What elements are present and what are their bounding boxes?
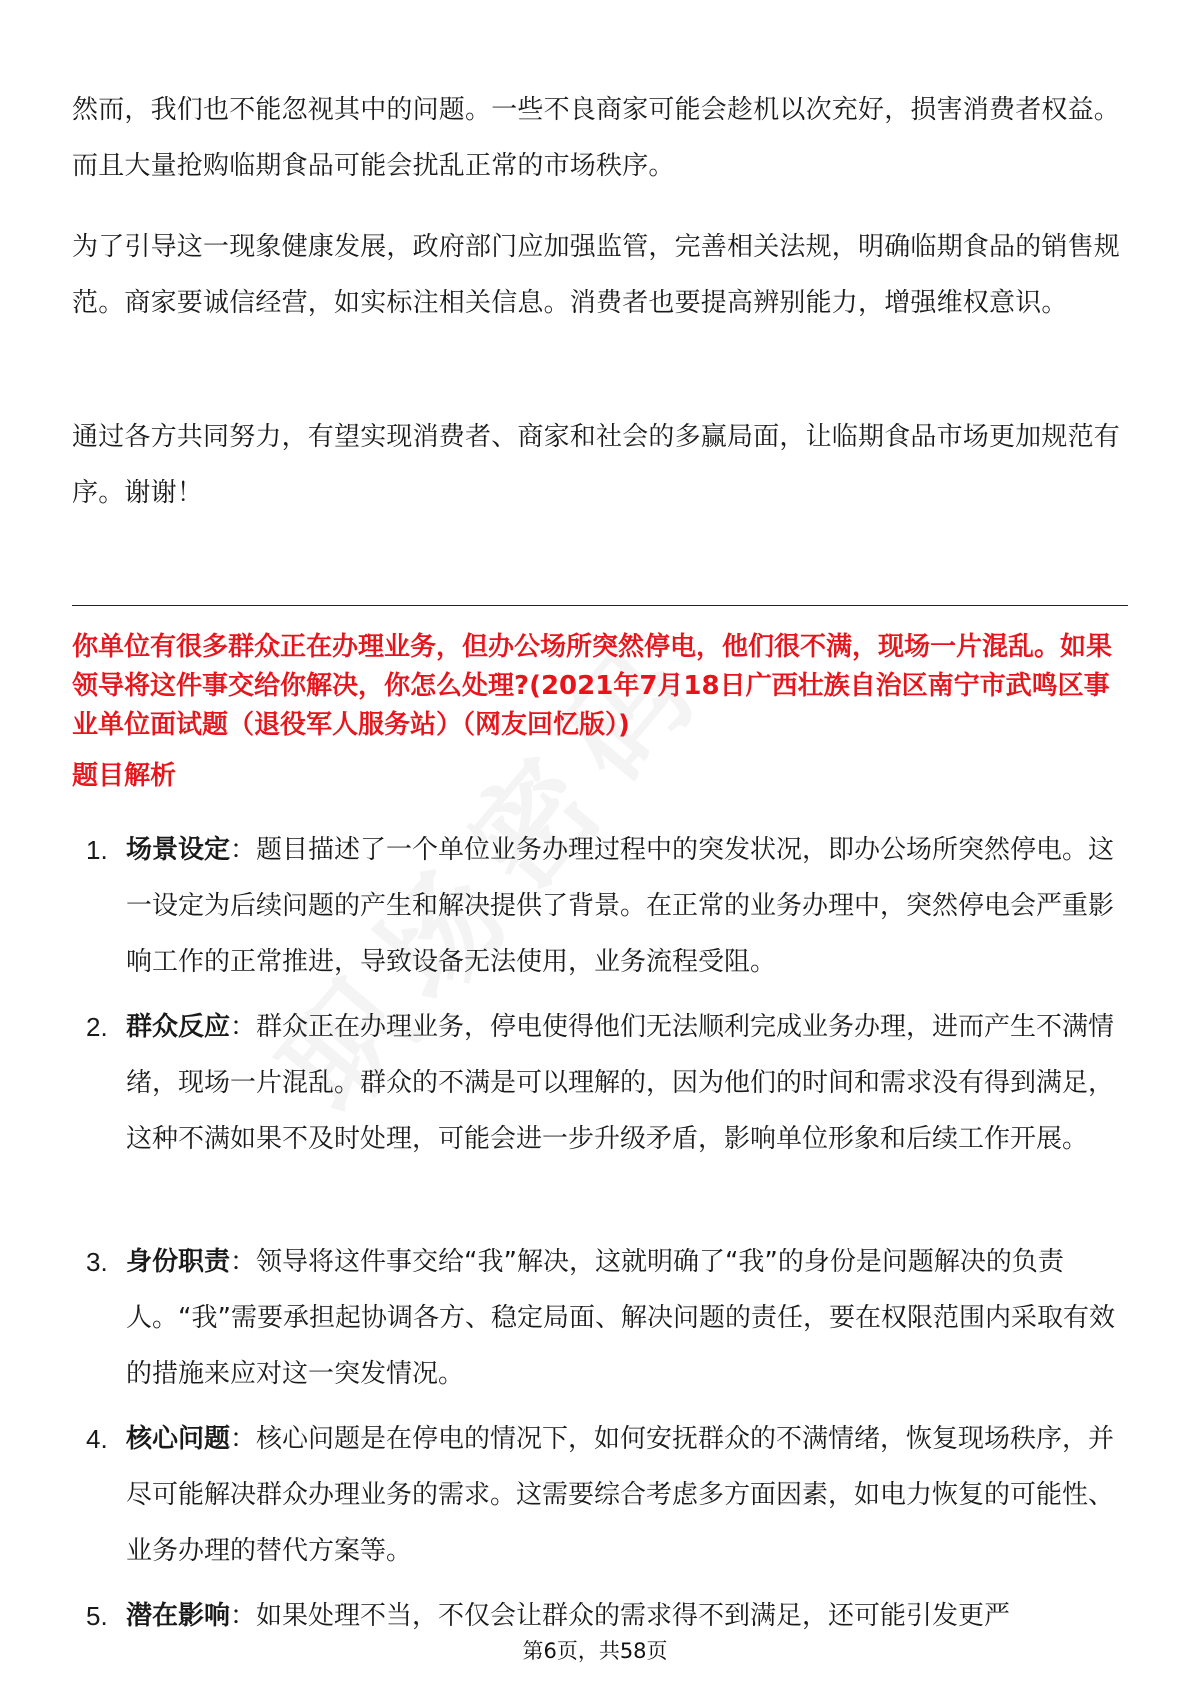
interview-question: 你单位有很多群众正在办理业务，但办公场所突然停电，他们很不满，现场一片混乱。如果领导将这件事交给你解决，你怎么处理?(2021年7月18日广西壮族自治区南宁市武鸣区事业单位面试题（退役军人服务站）（网友回忆版）) — [72, 632, 1113, 740]
section-divider — [72, 605, 1128, 606]
list-text: ：题目描述了一个单位业务办理过程中的突发状况，即办公场所突然停电。这一设定为后续问题的产生和解决提供了背景。在正常的业务办理中，突然停电会严重影响工作的正常推进，导致设备无法使用，业务流程受阻。 — [126, 835, 1115, 977]
list-text: ：领导将这件事交给“我”解决，这就明确了“我”的身份是问题解决的负责人。“我”需要承担起协调各方、稳定局面、解决问题的责任，要在权限范围内采取有效的措施来应对这一突发情况。 — [126, 1247, 1115, 1389]
page-footer: 第6页，共58页 — [522, 1639, 668, 1663]
list-number: 5. — [86, 1601, 108, 1631]
list-number: 3. — [86, 1247, 108, 1277]
list-body — [126, 822, 1126, 990]
list-number: 1. — [86, 835, 108, 865]
analysis-heading: 题目解析 — [72, 761, 177, 791]
list-term: 场景设定 — [126, 835, 231, 865]
list-text: ：核心问题是在停电的情况下，如何安抚群众的不满情绪，恢复现场秩序，并尽可能解决群众办理业务的需求。这需要综合考虑多方面因素，如电力恢复的可能性、业务办理的替代方案等。 — [126, 1424, 1115, 1566]
list-term: 潜在影响 — [126, 1601, 231, 1631]
paragraph-3: 通过各方共同努力，有望实现消费者、商家和社会的多赢局面，让临期食品市场更加规范有序。谢谢！ — [72, 422, 1121, 508]
list-term: 群众反应 — [126, 1012, 231, 1042]
list-number: 2. — [86, 1012, 108, 1042]
list-text: ：如果处理不当，不仅会让群众的需求得不到满足，还可能引发更严 — [230, 1601, 1011, 1631]
list-text: ：群众正在办理业务，停电使得他们无法顺利完成业务办理，进而产生不满情绪，现场一片混乱。群众的不满是可以理解的，因为他们的时间和需求没有得到满足，这种不满如果不及时处理，可能会进一步升级矛盾，影响单位形象和后续工作开展。 — [126, 1012, 1115, 1154]
list-body — [126, 1411, 1126, 1579]
paragraph-1: 然而，我们也不能忽视其中的问题。一些不良商家可能会趁机以次充好，损害消费者权益。而且大量抢购临期食品可能会扰乱正常的市场秩序。 — [72, 95, 1121, 181]
list-body — [126, 1234, 1126, 1402]
paragraph-2: 为了引导这一现象健康发展，政府部门应加强监管，完善相关法规，明确临期食品的销售规范。商家要诚信经营，如实标注相关信息。消费者也要提高辨别能力，增强维权意识。 — [72, 232, 1121, 318]
list-term: 身份职责 — [126, 1247, 231, 1277]
list-number: 4. — [86, 1424, 108, 1454]
list-body — [126, 999, 1126, 1167]
list-term: 核心问题 — [126, 1424, 231, 1454]
